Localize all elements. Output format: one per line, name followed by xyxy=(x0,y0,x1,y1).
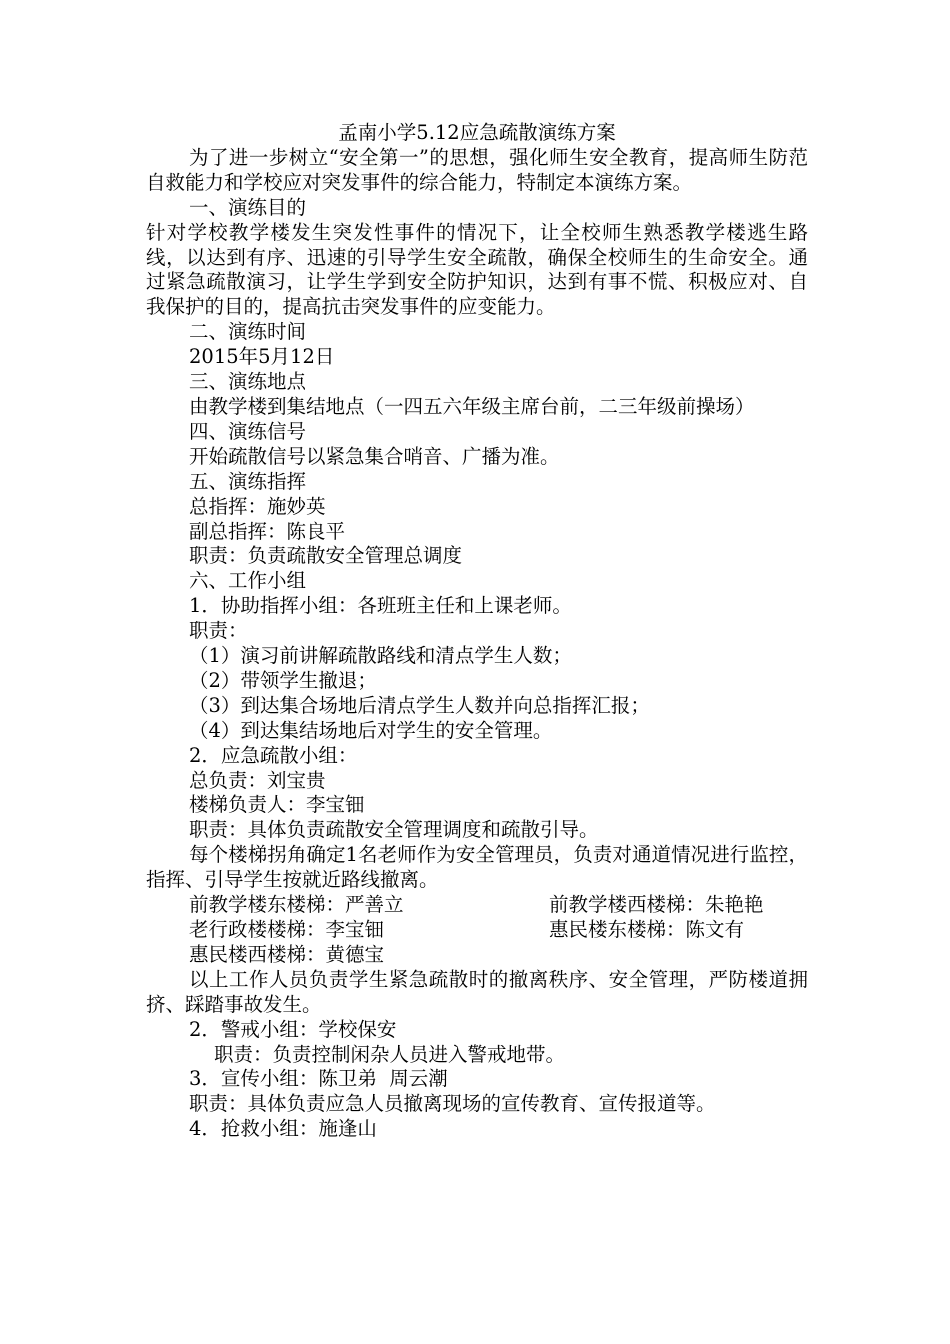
deputy-commander-line: 副总指挥：陈良平 xyxy=(189,519,346,543)
group4-title: 3．宣传小组：陈卫弟 周云潮 xyxy=(189,1067,448,1091)
stair-assignment: 惠民楼东楼梯：陈文有 xyxy=(549,918,745,941)
group5-title: 4．抢救小组：施逢山 xyxy=(189,1117,377,1141)
stair-assignment: 老行政楼楼梯：李宝钿 xyxy=(189,918,385,941)
section-heading-time: 二、演练时间 xyxy=(189,320,307,344)
stair-assignment: 惠民楼西楼梯：黄德宝 xyxy=(189,942,385,966)
group2-each-stair-paragraph: 每个楼梯拐角确定1名老师作为安全管理员，负责对通道情况进行监控，指挥、引导学生按就近路线撤离。 xyxy=(146,843,808,892)
group2-duty-line: 职责：具体负责疏散安全管理调度和疏散引导。 xyxy=(189,818,599,842)
stair-assignment-row xyxy=(146,918,808,943)
section-heading-location: 三、演练地点 xyxy=(189,370,307,394)
section-heading-purpose: 一、演练目的 xyxy=(189,195,307,219)
group1-item: （2）带领学生撤退； xyxy=(189,668,377,692)
section-body-location: 由教学楼到集结地点（一四五六年级主席台前，二三年级前操场） xyxy=(189,394,755,418)
group1-item: （3）到达集合场地后清点学生人数并向总指挥汇报； xyxy=(189,693,650,717)
section-body-purpose: 针对学校教学楼发生突发性事件的情况下，让全校师生熟悉教学楼逃生路线，以达到有序、迅速的引导学生安全疏散，确保全校师生的生命安全。通过紧急疏散演习，让学生学到安全防护知识，达到有事不慌、积极应对、自我保护的目的，提高抗击突发事件的应变能力。 xyxy=(146,220,808,319)
group1-item: （1）演习前讲解疏散路线和清点学生人数； xyxy=(189,644,572,668)
section-heading-signal: 四、演练信号 xyxy=(189,419,307,443)
intro-paragraph: 为了进一步树立“安全第一”的思想，强化师生安全教育，提高师生防范自救能力和学校应对突发事件的综合能力，特制定本演练方案。 xyxy=(146,145,808,194)
document-body xyxy=(146,121,808,1142)
command-duty-line: 职责：负责疏散安全管理总调度 xyxy=(189,544,463,568)
stair-assignment: 前教学楼西楼梯：朱艳艳 xyxy=(549,893,764,917)
group1-item: （4）到达集结场地后对学生的安全管理。 xyxy=(189,718,553,742)
stair-assignment: 前教学楼东楼梯：严善立 xyxy=(189,893,404,917)
group1-duty-label: 职责： xyxy=(189,619,248,643)
group1-title: 1．协助指挥小组：各班班主任和上课老师。 xyxy=(189,594,572,618)
section-body-time: 2015年5月12日 xyxy=(189,345,335,369)
group2-note-paragraph: 以上工作人员负责学生紧急疏散时的撤离秩序、安全管理，严防楼道拥挤、踩踏事故发生。 xyxy=(146,967,808,1016)
commander-line: 总指挥：施妙英 xyxy=(189,494,326,518)
stair-assignment-row xyxy=(146,943,808,968)
group2-title: 2．应急疏散小组： xyxy=(189,743,358,767)
section-heading-command: 五、演练指挥 xyxy=(189,469,307,493)
group3-title: 2．警戒小组：学校保安 xyxy=(189,1017,397,1041)
document-title: 孟南小学5.12应急疏散演练方案 xyxy=(338,121,616,144)
group2-stairs-head-line: 楼梯负责人：李宝钿 xyxy=(189,793,365,817)
section-body-signal: 开始疏散信号以紧急集合哨音、广播为准。 xyxy=(189,444,560,468)
group2-head-line: 总负责：刘宝贵 xyxy=(189,768,326,792)
group4-duty-line: 职责：具体负责应急人员撤离现场的宣传教育、宣传报道等。 xyxy=(189,1092,716,1116)
stair-assignment-row xyxy=(146,893,808,918)
group3-duty-line: 职责：负责控制闲杂人员进入警戒地带。 xyxy=(214,1042,566,1066)
section-heading-groups: 六、工作小组 xyxy=(189,569,307,593)
